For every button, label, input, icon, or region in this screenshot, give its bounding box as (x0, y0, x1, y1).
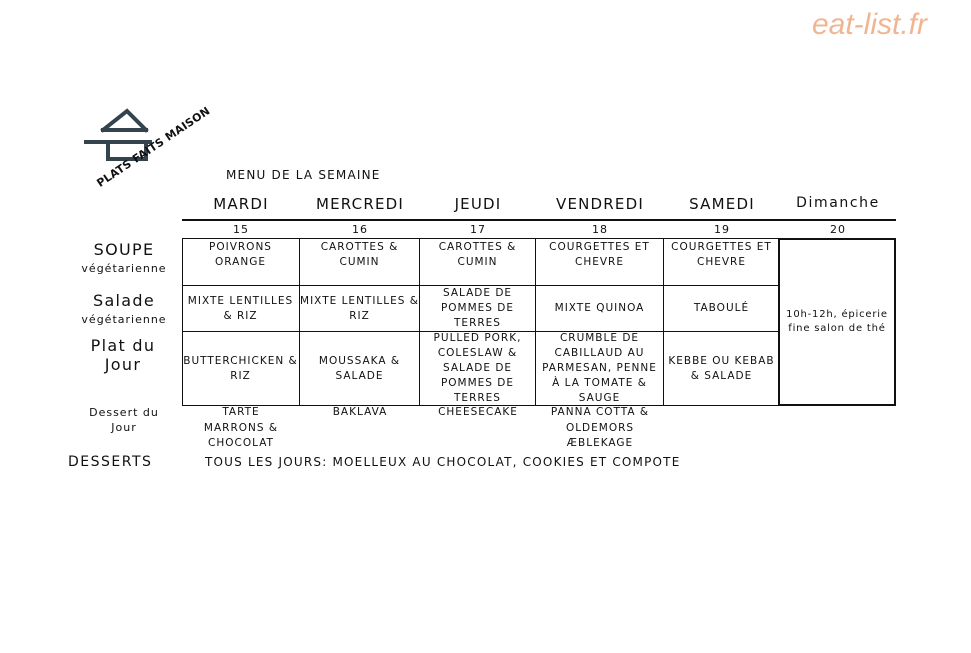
day-date-17: 17 (470, 223, 486, 236)
cell-plat-jeudi: PULLED PORK, COLESLAW & SALADE DE POMMES DE TERRES (420, 332, 536, 406)
cell-soupe-jeudi: CAROTTES & CUMIN (420, 238, 536, 286)
watermark: eat-list.fr (811, 8, 927, 41)
cell-salade-mardi: MIXTE LENTILLES & RIZ (182, 286, 300, 332)
row-label-plat (84, 336, 162, 374)
row-label-soupe-title: SOUPE (93, 240, 155, 259)
dessert-mercredi: BAKLAVA (332, 406, 388, 418)
cell-plat-mardi: BUTTERCHICKEN & RIZ (182, 332, 300, 406)
cell-salade-mercredi: MIXTE LENTILLES & RIZ (300, 286, 420, 332)
day-date-15: 15 (233, 223, 249, 236)
day-date-16: 16 (352, 223, 368, 236)
cell-salade-jeudi: SALADE DE POMMES DE TERRES (420, 286, 536, 332)
plats-faits-maison-badge: PLATS FAITS MAISON (94, 104, 213, 190)
cell-plat-samedi: KEBBE OU KEBAB & SALADE (664, 332, 780, 406)
dessert-mardi: TARTE MARRONS & CHOCOLAT (203, 406, 279, 449)
day-date-18: 18 (592, 223, 608, 236)
cell-salade-samedi: TABOULÉ (664, 286, 780, 332)
day-header-vendredi: VENDREDI (556, 195, 644, 213)
day-header-mercredi: MERCREDI (315, 195, 405, 213)
row-label-soupe (68, 240, 180, 278)
dessert-jeudi: CHEESECAKE (438, 406, 518, 418)
row-label-dessert: Dessert du Jour (89, 406, 159, 434)
cell-salade-vendredi: MIXTE QUINOA (536, 286, 664, 332)
cell-soupe-vendredi: COURGETTES ET CHEVRE (536, 238, 664, 286)
header-divider (182, 219, 896, 221)
desserts-label: DESSERTS (68, 454, 153, 470)
cell-plat-vendredi: CRUMBLE DE CABILLAUD AU PARMESAN, PENNE À LA TOMATE & SAUGE (536, 332, 664, 406)
day-header-dimanche: Dimanche (796, 195, 880, 211)
dessert-vendredi: PANNA COTTA & OLDEMORS ÆBLEKAGE (550, 406, 650, 449)
row-label-salade (68, 291, 180, 329)
menu-grid (182, 238, 896, 406)
day-date-19: 19 (714, 223, 730, 236)
row-label-salade-sub: végétarienne (81, 313, 167, 326)
day-header-jeudi: JEUDI (454, 195, 502, 213)
cell-soupe-mercredi: CAROTTES & CUMIN (300, 238, 420, 286)
menu-title: MENU DE LA SEMAINE (226, 168, 381, 182)
row-label-salade-title: Salade (92, 291, 155, 310)
cell-soupe-samedi: COURGETTES ET CHEVRE (664, 238, 780, 286)
cell-plat-mercredi: MOUSSAKA & SALADE (300, 332, 420, 406)
row-label-soupe-sub: végétarienne (81, 262, 167, 275)
cell-soupe-mardi: POIVRONS ORANGE (182, 238, 300, 286)
day-date-20: 20 (830, 223, 846, 236)
day-header-samedi: SAMEDI (689, 195, 755, 213)
cell-dimanche: 10h-12h, épicerie fine salon de thé (778, 238, 896, 406)
row-label-plat-title: Plat du Jour (90, 336, 156, 374)
day-header-mardi: MARDI (213, 195, 269, 213)
desserts-daily-text: TOUS LES JOURS: MOELLEUX AU CHOCOLAT, COOKIES ET COMPOTE (205, 455, 681, 469)
